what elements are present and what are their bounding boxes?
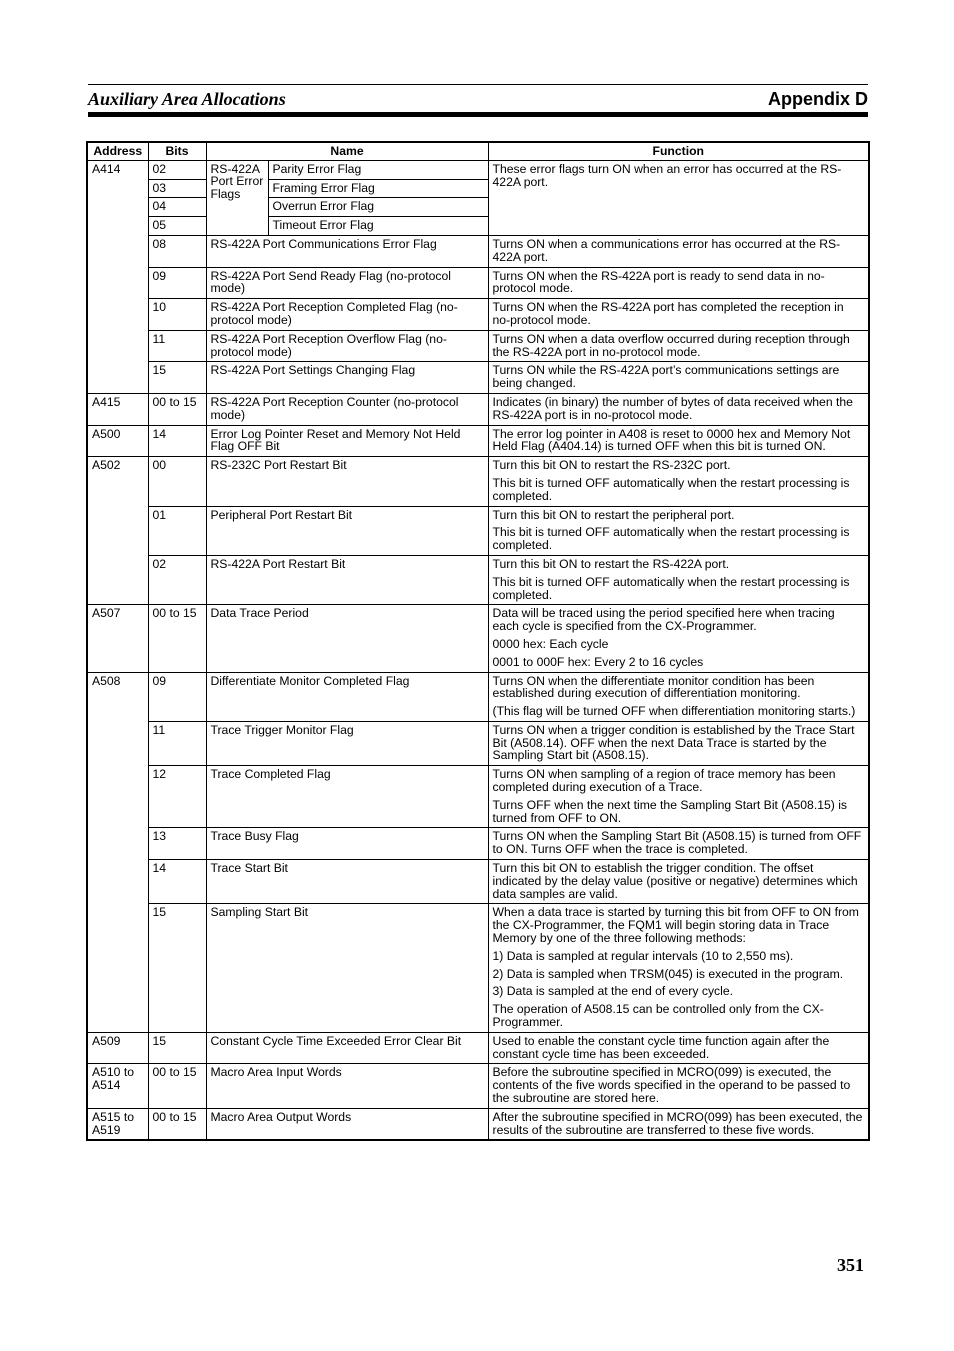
table-row — [87, 605, 869, 672]
bits-cell: 04 — [148, 198, 206, 217]
name-cell: Constant Cycle Time Exceeded Error Clear Bit — [206, 1032, 488, 1064]
function-text: Turns ON when sampling of a region of trace memory has been completed during execution of a Trace. — [492, 767, 836, 795]
bits-cell: 00 to 15 — [148, 393, 206, 425]
auxiliary-area-table — [86, 141, 870, 1141]
name-cell: RS-422A Port Settings Changing Flag — [206, 362, 488, 394]
function-text: Before the subroutine specified in MCRO(099) is executed, the contents of the five words specified in the operand to be passed to the subroutine are stored here. — [492, 1065, 851, 1106]
function-text: The operation of A508.15 can be controlled only from the CX-Programmer. — [492, 1002, 824, 1030]
bits-cell: 15 — [148, 362, 206, 394]
appendix-label: Appendix D — [767, 89, 868, 109]
function-text: Turns ON when the Sampling Start Bit (A508.15) is turned from OFF to ON. Turns OFF when the trace is completed. — [492, 829, 862, 857]
bits-cell: 00 — [148, 457, 206, 506]
rs422a-group-label: RS-422A Port Error Flags — [206, 160, 268, 235]
function-cell — [488, 605, 869, 672]
name-cell: Overrun Error Flag — [268, 198, 488, 217]
name-cell: RS-232C Port Restart Bit — [206, 457, 488, 506]
bits-cell: 12 — [148, 766, 206, 828]
function-cell — [488, 766, 869, 828]
table-row — [87, 828, 869, 860]
column-header-name: Name — [206, 142, 488, 160]
function-text: 3) Data is sampled at the end of every cycle. — [492, 984, 733, 999]
function-cell — [488, 672, 869, 721]
bits-cell: 14 — [148, 860, 206, 904]
table-row — [87, 235, 869, 267]
function-cell — [488, 160, 869, 235]
bits-cell: 00 to 15 — [148, 1108, 206, 1140]
function-text: Turns ON when the RS-422A port is ready to send data in no-protocol mode. — [492, 268, 825, 296]
bits-cell: 09 — [148, 267, 206, 299]
function-cell — [488, 235, 869, 267]
address-cell: A510 to A514 — [87, 1064, 148, 1108]
name-cell: Trace Trigger Monitor Flag — [206, 721, 488, 765]
name-cell: RS-422A Port Send Ready Flag (no-protocol mode) — [206, 267, 488, 299]
table-row — [87, 425, 869, 457]
function-text: 1) Data is sampled at regular intervals (10 to 2,550 ms). — [492, 948, 794, 963]
name-cell: Data Trace Period — [206, 605, 488, 672]
function-text: This bit is turned OFF automatically when the restart processing is completed. — [492, 525, 850, 553]
address-cell: A500 — [87, 425, 148, 457]
name-cell: Parity Error Flag — [268, 160, 488, 179]
function-cell — [488, 506, 869, 555]
bits-cell: 11 — [148, 330, 206, 362]
function-cell — [488, 362, 869, 394]
function-cell — [488, 1064, 869, 1108]
name-cell: Peripheral Port Restart Bit — [206, 506, 488, 555]
bits-cell: 02 — [148, 160, 206, 179]
function-cell — [488, 860, 869, 904]
name-cell: Macro Area Output Words — [206, 1108, 488, 1140]
header-top-rule — [88, 84, 868, 85]
bits-cell: 15 — [148, 904, 206, 1032]
address-cell: A414 — [87, 160, 148, 393]
table-row — [87, 299, 869, 331]
table-row — [87, 1064, 869, 1108]
name-cell: RS-422A Port Communications Error Flag — [206, 235, 488, 267]
table-row — [87, 362, 869, 394]
name-cell: Sampling Start Bit — [206, 904, 488, 1032]
function-text: After the subroutine specified in MCRO(099) has been executed, the results of the subroutine are transferred to these five words. — [492, 1109, 863, 1137]
function-text: This bit is turned OFF automatically when the restart processing is completed. — [492, 574, 850, 602]
column-header-address: Address — [87, 142, 148, 160]
function-text: This bit is turned OFF automatically when the restart processing is completed. — [492, 475, 850, 503]
function-cell — [488, 555, 869, 604]
table-row — [87, 672, 869, 721]
table-row — [87, 721, 869, 765]
function-text: Turns ON when the RS-422A port has completed the reception in no-protocol mode. — [492, 300, 844, 327]
name-cell: Timeout Error Flag — [268, 217, 488, 236]
function-text: 0001 to 000F hex: Every 2 to 16 cycles — [492, 654, 704, 669]
function-cell — [488, 457, 869, 506]
page-number: 351 — [837, 1255, 864, 1275]
function-text: Used to enable the constant cycle time function again after the constant cycle time has been exceeded. — [492, 1033, 830, 1061]
column-header-function: Function — [488, 142, 869, 160]
column-header-bits: Bits — [148, 142, 206, 160]
function-cell — [488, 425, 869, 457]
function-text: Turns ON when a communications error has occurred at the RS-422A port. — [492, 236, 841, 264]
bits-cell: 11 — [148, 721, 206, 765]
name-cell: RS-422A Port Restart Bit — [206, 555, 488, 604]
bits-cell: 08 — [148, 235, 206, 267]
bits-cell: 03 — [148, 179, 206, 198]
function-text: (This flag will be turned OFF when differentiation monitoring starts.) — [492, 704, 856, 719]
bits-cell: 00 to 15 — [148, 605, 206, 672]
name-cell: Error Log Pointer Reset and Memory Not Held Flag OFF Bit — [206, 425, 488, 457]
function-text: Indicates (in binary) the number of bytes of data received when the RS-422A port is in no-protocol mode. — [492, 394, 853, 422]
function-cell — [488, 330, 869, 362]
function-text: Turns OFF when the next time the Sampling Start Bit (A508.15) is turned from OFF to ON. — [492, 797, 848, 825]
name-cell: Trace Start Bit — [206, 860, 488, 904]
address-cell: A508 — [87, 672, 148, 1032]
name-cell: Trace Busy Flag — [206, 828, 488, 860]
function-text: Turn this bit ON to restart the RS-422A port. — [492, 556, 730, 571]
function-cell — [488, 1108, 869, 1140]
bits-cell: 15 — [148, 1032, 206, 1064]
bits-cell: 13 — [148, 828, 206, 860]
table-row — [87, 330, 869, 362]
address-cell: A509 — [87, 1032, 148, 1064]
function-text: Turns ON when a data overflow occurred during reception through the RS-422A port in no-protocol mode. — [492, 331, 850, 359]
header-thick-rule — [88, 112, 868, 117]
table-row — [87, 457, 869, 506]
bits-cell: 09 — [148, 672, 206, 721]
function-cell — [488, 299, 869, 331]
bits-cell: 01 — [148, 506, 206, 555]
function-cell — [488, 267, 869, 299]
table-row — [87, 393, 869, 425]
address-cell: A415 — [87, 393, 148, 425]
bits-cell: 00 to 15 — [148, 1064, 206, 1108]
name-cell: RS-422A Port Reception Counter (no-protocol mode) — [206, 393, 488, 425]
table-row — [87, 160, 869, 179]
function-text: 2) Data is sampled when TRSM(045) is executed in the program. — [492, 966, 844, 981]
function-cell — [488, 904, 869, 1032]
name-cell: Framing Error Flag — [268, 179, 488, 198]
function-cell — [488, 828, 869, 860]
function-text: Data will be traced using the period specified here when tracing each cycle is specified from the CX-Programmer. — [492, 606, 835, 634]
name-cell: Differentiate Monitor Completed Flag — [206, 672, 488, 721]
function-text: Turns ON when the differentiate monitor condition has been established during execution of differentiation monitoring. — [492, 673, 815, 701]
table-row — [87, 1108, 869, 1140]
table-row — [87, 267, 869, 299]
function-text: When a data trace is started by turning this bit from OFF to ON from the CX-Programmer, the FQM1 will begin storing data in Trace Memory by one of the three following methods: — [492, 905, 859, 946]
function-text: These error flags turn ON when an error has occurred at the RS-422A port. — [492, 161, 842, 189]
function-text: Turns ON while the RS-422A port’s communications settings are being changed. — [492, 363, 840, 391]
table-row — [87, 860, 869, 904]
function-text: 0000 hex: Each cycle — [492, 636, 609, 651]
bits-cell: 10 — [148, 299, 206, 331]
table-header-row — [87, 142, 869, 160]
name-cell: Macro Area Input Words — [206, 1064, 488, 1108]
address-cell: A515 to A519 — [87, 1108, 148, 1140]
table-row — [87, 555, 869, 604]
function-text: Turn this bit ON to establish the trigger condition. The offset indicated by the delay value (positive or negative) determines which data samples are valid. — [492, 861, 858, 901]
function-text: Turn this bit ON to restart the peripheral port. — [492, 507, 735, 522]
name-cell: RS-422A Port Reception Overflow Flag (no-protocol mode) — [206, 330, 488, 362]
function-text: Turn this bit ON to restart the RS-232C port. — [492, 458, 731, 473]
bits-cell: 05 — [148, 217, 206, 236]
address-cell: A507 — [87, 605, 148, 672]
function-text: The error log pointer in A408 is reset to 0000 hex and Memory Not Held Flag (A404.14) is turned OFF when this bit is turned ON. — [492, 426, 851, 454]
function-cell — [488, 1032, 869, 1064]
function-cell — [488, 393, 869, 425]
address-cell: A502 — [87, 457, 148, 605]
table-row — [87, 766, 869, 828]
table-row — [87, 1032, 869, 1064]
name-cell: RS-422A Port Reception Completed Flag (no-protocol mode) — [206, 299, 488, 331]
table-body — [87, 160, 869, 1140]
bits-cell: 02 — [148, 555, 206, 604]
table-row — [87, 506, 869, 555]
function-text: Turns ON when a trigger condition is established by the Trace Start Bit (A508.14). OFF when the next Data Trace is started by the Sampling Start bit (A508.15). — [492, 722, 855, 763]
function-cell — [488, 721, 869, 765]
table-row — [87, 904, 869, 1032]
name-cell: Trace Completed Flag — [206, 766, 488, 828]
section-title: Auxiliary Area Allocations — [88, 89, 286, 109]
bits-cell: 14 — [148, 425, 206, 457]
